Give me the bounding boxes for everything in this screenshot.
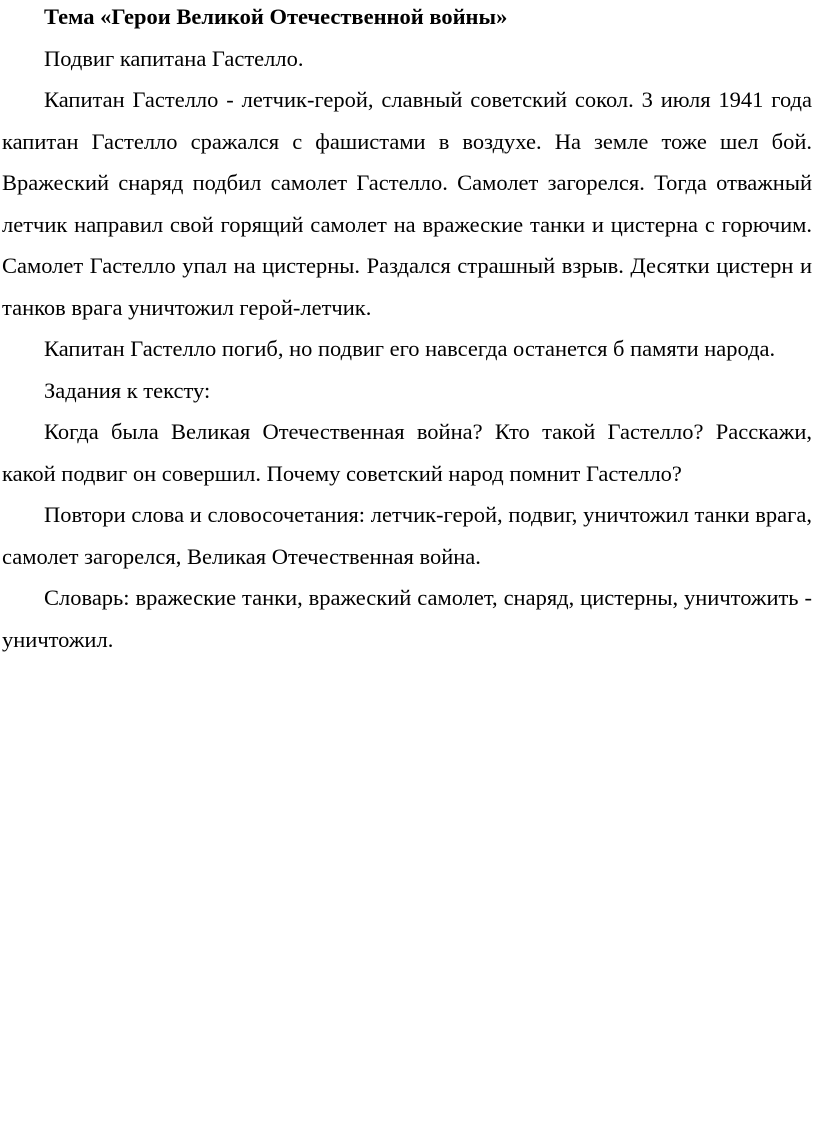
document-title: Тема «Герои Великой Отечественной войны»: [44, 4, 508, 29]
vocabulary-paragraph: Словарь: вражеские танки, вражеский самолет, снаряд, цистерны, уничтожить - уничтожил.: [2, 585, 812, 652]
story-paragraph: Капитан Гастелло - летчик-герой, славный советский сокол. 3 июля 1941 года капитан Гастелло сражался с фашистами в воздухе. На земле тоже шел бой. Вражеский снаряд подбил самолет Гастелло. Самолет загорелся. Тогда отважный летчик направил свой горящий самолет на вражеские танки и цистерна с горючим. Самолет Гастелло упал на цистерны. Раздался страшный взрыв. Десятки цистерн и танков врага уничтожил герой-летчик.: [2, 87, 812, 320]
repeat-words-paragraph: Повтори слова и словосочетания: летчик-герой, подвиг, уничтожил танки врага, самолет загорелся, Великая Отечественная война.: [2, 502, 812, 569]
document-page: [2, 0, 812, 660]
questions-paragraph: Когда была Великая Отечественная война? Кто такой Гастелло? Расскажи, какой подвиг он совершил. Почему советский народ помнит Гастелло?: [2, 419, 812, 486]
document-subtitle: Подвиг капитана Гастелло.: [44, 45, 304, 71]
tasks-heading: Задания к тексту:: [44, 377, 211, 403]
conclusion-paragraph: Капитан Гастелло погиб, но подвиг его навсегда останется б памяти народа.: [44, 336, 776, 361]
